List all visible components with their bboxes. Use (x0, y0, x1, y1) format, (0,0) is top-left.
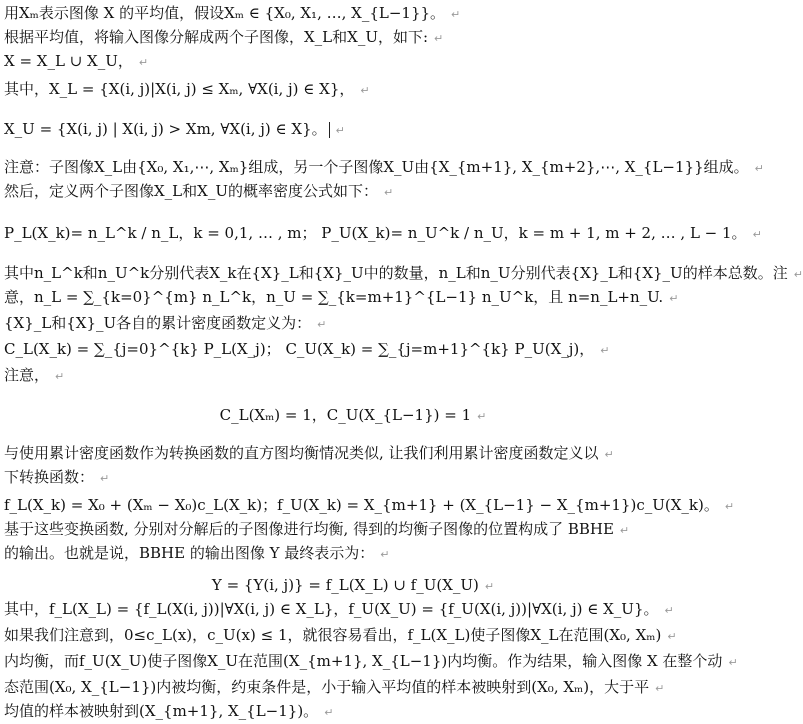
paragraph-mark-icon: ↵ (793, 268, 803, 281)
text-line (4, 312, 702, 334)
text-line (4, 222, 762, 244)
paragraph-mark-icon: ↵ (600, 344, 610, 357)
text-line (4, 118, 702, 140)
text-content: 基于这些变换函数, 分别对分解后的子图像进行均衡, 得到的均衡子图像的位置构成了 BBHE (4, 520, 614, 538)
text-line (4, 50, 702, 72)
text-content: 态范围(X₀, X_{L−1})内被均衡，约束条件是，小于输入平均值的样本被映射到(X₀, Xₘ)，大于平 (4, 678, 650, 696)
text-content: 均值的样本被映射到(X_{m+1}, X_{L−1})。 (4, 702, 319, 720)
text-line (4, 180, 702, 202)
text-line (4, 26, 702, 48)
paragraph-mark-icon: ↵ (604, 448, 614, 461)
text-line (0, 404, 706, 426)
text-content: 意，n_L = ∑_{k=0}^{m} n_L^k，n_U = ∑_{k=m+1}^{L−1} n_U^k，且 n=n_L+n_U. (4, 288, 664, 306)
text-content: 其中n_L^k和n_U^k分别代表X_k在{X}_L和{X}_U中的数量，n_L和n_U分别代表{X}_L和{X}_U的样本总数。注 (4, 264, 788, 282)
text-content: 其中，X_L = {X(i, j)|X(i, j) ≤ Xₘ, ∀X(i, j) ∈ X}， (4, 80, 355, 98)
paragraph-mark-icon: ↵ (434, 32, 444, 45)
paragraph-mark-icon: ↵ (664, 604, 674, 617)
paragraph-mark-icon: ↵ (728, 656, 738, 669)
text-line (4, 442, 702, 464)
paragraph-mark-icon: ↵ (669, 292, 679, 305)
text-content: X_U = {X(i, j) | X(i, j) > Xm, ∀X(i, j) ∈ X}。 (4, 120, 327, 138)
text-line (4, 624, 702, 646)
paragraph-mark-icon: ↵ (100, 472, 110, 485)
text-content: 的输出。也就是说，BBHE 的输出图像 Y 最终表示为： (4, 544, 375, 562)
text-content: f_L(X_k) = X₀ + (Xₘ − X₀)c_L(X_k)；f_U(X_k) = X_{m+1} + (X_{L−1} − X_{m+1})c_U(X_k)。 (4, 496, 719, 514)
text-line (4, 262, 803, 284)
text-line (4, 518, 702, 540)
text-line (4, 466, 702, 488)
paragraph-mark-icon: ↵ (477, 410, 487, 423)
text-line (4, 542, 702, 564)
paragraph-mark-icon: ↵ (655, 682, 665, 695)
paragraph-mark-icon: ↵ (724, 500, 735, 513)
text-content: 下转换函数： (4, 468, 95, 486)
text-content: C_L(X_k) = ∑_{j=0}^{k} P_L(X_j)； C_U(X_k) = ∑_{j=m+1}^{k} P_U(X_j)， (4, 340, 595, 358)
text-content: 其中，f_L(X_L) = {f_L(X(i, j))|∀X(i, j) ∈ X_L}，f_U(X_U) = {f_U(X(i, j))|∀X(i, j) ∈ X_U}。 (4, 600, 659, 618)
paragraph-mark-icon: ↵ (55, 370, 65, 383)
text-content: 注意， (4, 366, 50, 384)
text-line (4, 364, 702, 386)
text-content: 然后，定义两个子图像X_L和X_U的概率密度公式如下： (4, 182, 378, 200)
text-content: C_L(Xₘ) = 1，C_U(X_{L−1}) = 1 (219, 406, 472, 424)
paragraph-mark-icon: ↵ (383, 186, 394, 199)
text-line (4, 2, 702, 24)
text-line (4, 286, 702, 308)
paragraph-mark-icon: ↵ (380, 548, 390, 561)
paragraph-mark-icon: ↵ (754, 162, 764, 175)
text-line (4, 598, 702, 620)
text-cursor (329, 122, 330, 138)
text-content: X = X_L ∪ X_U， (4, 52, 133, 70)
text-content: Y = {Y(i, j)} = f_L(X_L) ∪ f_U(X_U) (211, 576, 479, 594)
paragraph-mark-icon: ↵ (451, 8, 461, 21)
text-line (4, 650, 738, 672)
text-content: 内均衡，而f_U(X_U)使子图像X_U在范围(X_{m+1}, X_{L−1})内均衡。作为结果，输入图像 X 在整个动 (4, 652, 723, 670)
text-line (4, 156, 764, 178)
paragraph-mark-icon: ↵ (752, 228, 762, 241)
paragraph-mark-icon: ↵ (138, 56, 149, 69)
text-content: 根据平均值，将输入图像分解成两个子图像，X_L和X_U，如下: (4, 28, 429, 46)
text-content: {X}_L和{X}_U各自的累计密度函数定义为： (4, 314, 312, 332)
text-content: 注意：子图像X_L由{X₀, X₁,⋯, Xₘ}组成，另一个子图像X_U由{X_{m+1}, X_{m+2},⋯, X_{L−1}}组成。 (4, 158, 749, 176)
text-line (4, 676, 702, 698)
text-line (0, 574, 706, 596)
text-content: P_L(X_k)= n_L^k / n_L，k = 0,1, … , m； P_U(X_k)= n_U^k / n_U，k = m + 1, m + 2, … , L − 1。 (4, 224, 747, 242)
paragraph-mark-icon: ↵ (484, 580, 495, 593)
paragraph-mark-icon: ↵ (619, 524, 630, 537)
text-line (4, 78, 702, 100)
text-line (4, 700, 702, 722)
paragraph-mark-icon: ↵ (667, 630, 677, 643)
text-content: 与使用累计密度函数作为转换函数的直方图均衡情况类似, 让我们利用累计密度函数定义以 (4, 444, 599, 462)
paragraph-mark-icon: ↵ (317, 318, 327, 331)
text-line (4, 494, 735, 516)
paragraph-mark-icon: ↵ (324, 706, 334, 719)
paragraph-mark-icon: ↵ (335, 124, 345, 137)
text-content: 如果我们注意到，0≤c_L(x)，c_U(x) ≤ 1，就很容易看出，f_L(X_L)使子图像X_L在范围(X₀, Xₘ) (4, 626, 662, 644)
text-content: 用Xₘ表示图像 X 的平均值，假设Xₘ ∈ {X₀, X₁, …, X_{L−1}}。 (4, 4, 446, 22)
paragraph-mark-icon: ↵ (360, 84, 370, 97)
text-line (4, 338, 702, 360)
